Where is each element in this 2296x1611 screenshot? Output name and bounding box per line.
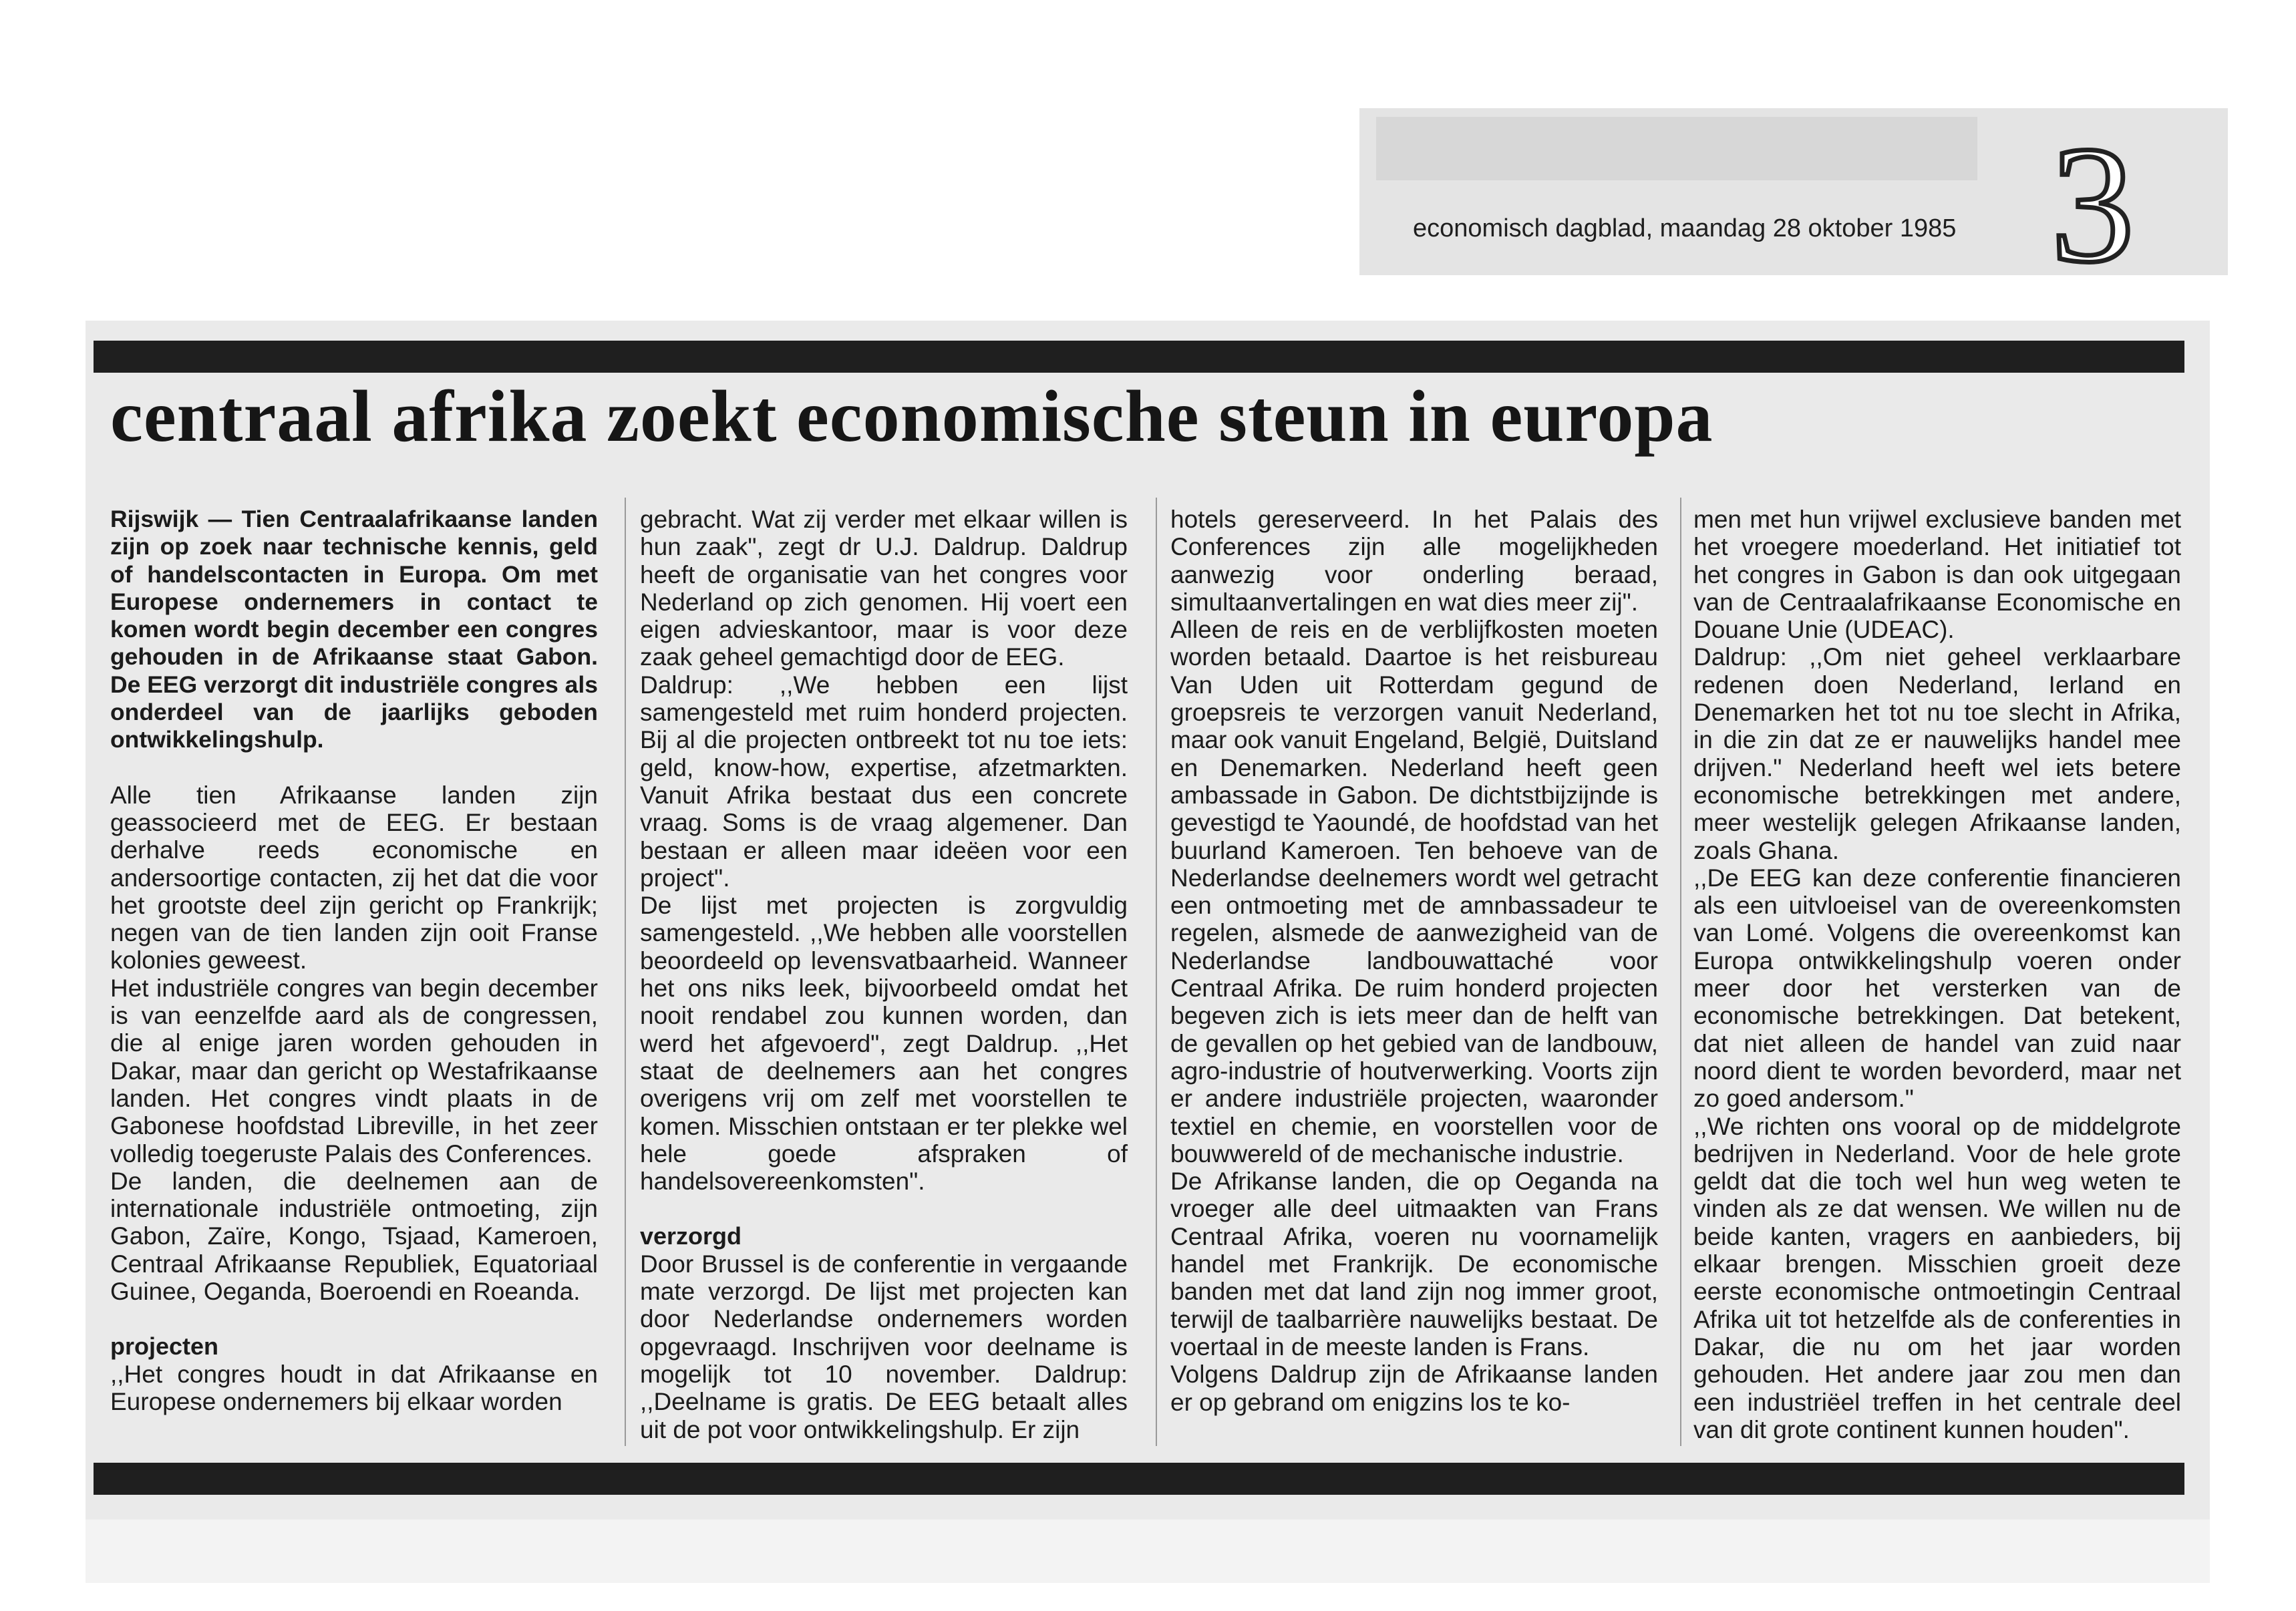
article-paragraph: Daldrup: ,,Om niet geheel verklaarbare redenen doen Nederland, Ierland en Denemarken het tot nu toe slecht in Afrika, in die zin dat ze er nauwelijks handel mee drijven." Nederland heeft wel iets betere economische betrekkingen met andere, meer westelijk gelegen Afrikaanse landen, zoals Ghana. xyxy=(1693,643,2181,864)
article-paragraph: Alleen de reis en de verblijfkosten moeten worden betaald. Daartoe is het reisbureau Van Uden uit Rotterdam gegund de groepsreis te verzorgen vanuit Nederland, maar ook vanuit Engeland, België, Duitsland en Denemarken. Nederland heeft geen ambassade in Gabon. De dichtstbijzijnde is gevestigd te Yaoundé, de hoofdstad van het buurland Kameroen. Ten behoeve van de Nederlandse deelnemers wordt wel getracht een ontmoeting met de amnbassadeur te regelen, alsmede de aanwezigheid van de Nederlandse landbouwattaché voor Centraal Afrika. De ruim honderd projecten begeven zich is iets meer dan de helft van de gevallen op het gebied van de landbouw, agro-industrie of houtverwerking. Voorts zijn er andere industriële projecten, waaronder textiel en chemie, en voorstellen voor de bouwwereld of de mechanische industrie. xyxy=(1170,616,1658,1168)
column-divider xyxy=(625,498,626,1446)
article-paragraph: Alle tien Afrikaanse landen zijn geassocieerd met de EEG. Er bestaan derhalve reeds economische en andersoortige contacten, zij het dat die voor het grootste deel zijn gericht op Frankrijk; negen van de tien landen zijn ooit Franse kolonies geweest. xyxy=(110,781,598,974)
article-lead: Rijswijk — Tien Centraalafrikaanse landen zijn op zoek naar technische kennis, geld of handelscontacten in Europa. Om met Europese ondernemers in contact te komen wordt begin december een congres gehouden in de Afrikaanse staat Gabon. De EEG verzorgt dit industriële congres als onderdeel van de jaarlijks geboden ontwikkelingshulp. xyxy=(110,506,598,753)
article-paragraph: ,,We richten ons vooral op de middelgrote bedrijven in Nederland. Voor de hele grote geldt dat die toch wel hun weg weten te vinden als ze dat wensen. We willen nu de beide kanten, vragers en aanbieders, bij elkaar brengen. Misschien groeit deze eerste economische ontmoetingin Centraal Afrika uit tot hetzelfde als de conferenties in Dakar, die nu om het jaar worden gehouden. Het andere jaar zou men dan een industriëel treffen in het centrale deel van dit grote continent kunnen houden". xyxy=(1693,1112,2181,1443)
article-paragraph: men met hun vrijwel exclusieve banden met het vroegere moederland. Het initiatief tot het congres in Gabon is dan ook uitgegaan van de Centraalafrikaanse Economische en Douane Unie (UDEAC). xyxy=(1693,506,2181,644)
masthead-ghost-print xyxy=(1376,117,1977,180)
article-column-1 xyxy=(110,506,598,1415)
subhead-verzorgd: verzorgd xyxy=(640,1222,742,1250)
article-column-2 xyxy=(640,506,1128,1443)
column-divider xyxy=(1680,498,1681,1446)
article-paragraph: Door Brussel is de conferentie in vergaande mate verzorgd. De lijst met projecten kan door Nederlandse ondernemers worden opgevraagd. Inschrijven voor deelname is mogelijk tot 10 november. Daldrup: ,,Deelname is gratis. De EEG betaalt alles uit de pot voor ontwikkelingshulp. Er zijn xyxy=(640,1250,1128,1443)
article-paragraph: Het industriële congres van begin december is van eenzelfde aard als de congressen, die al enige jaren worden gehouden in Dakar, maar dan gericht op Westafrikaanse landen. Het congres vindt plaats in de Gabonese hoofdstad Libreville, in het zeer volledig toegeruste Palais des Conferences. xyxy=(110,974,598,1168)
article-paragraph: gebracht. Wat zij verder met elkaar willen is hun zaak", zegt dr U.J. Daldrup. Daldrup heeft de organisatie van het congres voor Nederland op zich genomen. Hij voert een eigen advieskantoor, maar is voor deze zaak geheel gemachtigd door de EEG. xyxy=(640,506,1128,671)
page-number: 3 xyxy=(2051,112,2134,297)
article-paragraph: ,,Het congres houdt in dat Afrikaanse en Europese ondernemers bij elkaar worden xyxy=(110,1360,598,1415)
clipping-bottom-margin xyxy=(86,1519,2210,1583)
article-paragraph: Daldrup: ,,We hebben een lijst samengesteld met ruim honderd projecten. Bij al die projecten ontbreekt tot nu toe iets: geld, know-how, expertise, afzetmarkten. Vanuit Afrika bestaat dus een concrete vraag. Soms is de vraag algemener. Dan bestaan er alleen maar ideëen voor een project". xyxy=(640,671,1128,892)
article-column-3 xyxy=(1170,506,1658,1416)
article-column-4 xyxy=(1693,506,2181,1443)
article-paragraph: ,,De EEG kan deze conferentie financieren als een uitvloeisel van de overeenkomsten van Lomé. Volgens die overeenkomst kan Europa ontwikkelingshulp voeren onder meer door het versterken van de economische betrekkingen. Dat betekent, dat niet alleen de handel van zuid naar noord dient te worden bevorderd, maar net zo goed andersom." xyxy=(1693,864,2181,1113)
column-divider xyxy=(1156,498,1157,1446)
masthead-dateline: economisch dagblad, maandag 28 oktober 1985 xyxy=(1413,214,1957,242)
article-paragraph: De Afrikanse landen, die op Oeganda na vroeger alle deel uitmaakten van Frans Centraal Afrika, voeren nu voornamelijk handel met Frankrijk. De economische banden met dat land zijn nog immer groot, terwijl de taalbarrière nauwelijks bestaat. De voertaal in de meeste landen is Frans. xyxy=(1170,1168,1658,1361)
article-paragraph: hotels gereserveerd. In het Palais des Conferences zijn alle mogelijkheden aanwezig voor onderling beraad, simultaanvertalingen en wat dies meer zij". xyxy=(1170,506,1658,616)
article-paragraph: De lijst met projecten is zorgvuldig samengesteld. ,,We hebben alle voorstellen beoordeeld op levensvatbaarheid. Wanneer het ons niks leek, bijvoorbeeld omdat het nooit rendabel zou kunnen worden, dan werd het afgevoerd", zegt Daldrup. ,,Het staat de deelnemers aan het congres overigens vrij om zelf met voorstellen te komen. Misschien ontstaan er ter plekke wel hele goede afspraken of handelsovereenkomsten". xyxy=(640,892,1128,1196)
article-headline: centraal afrika zoekt economische steun in europa xyxy=(110,375,1713,457)
article-paragraph: Volgens Daldrup zijn de Afrikaanse landen er op gebrand om enigzins los te ko- xyxy=(1170,1361,1658,1416)
subhead-projecten: projecten xyxy=(110,1332,219,1361)
bottom-rule xyxy=(94,1463,2184,1495)
article-paragraph: De landen, die deelnemen aan de internationale industriële ontmoeting, zijn Gabon, Zaïre, Kongo, Tsjaad, Kameroen, Centraal Afrikaanse Republiek, Equatoriaal Guinee, Oeganda, Boeroendi en Roeanda. xyxy=(110,1167,598,1306)
